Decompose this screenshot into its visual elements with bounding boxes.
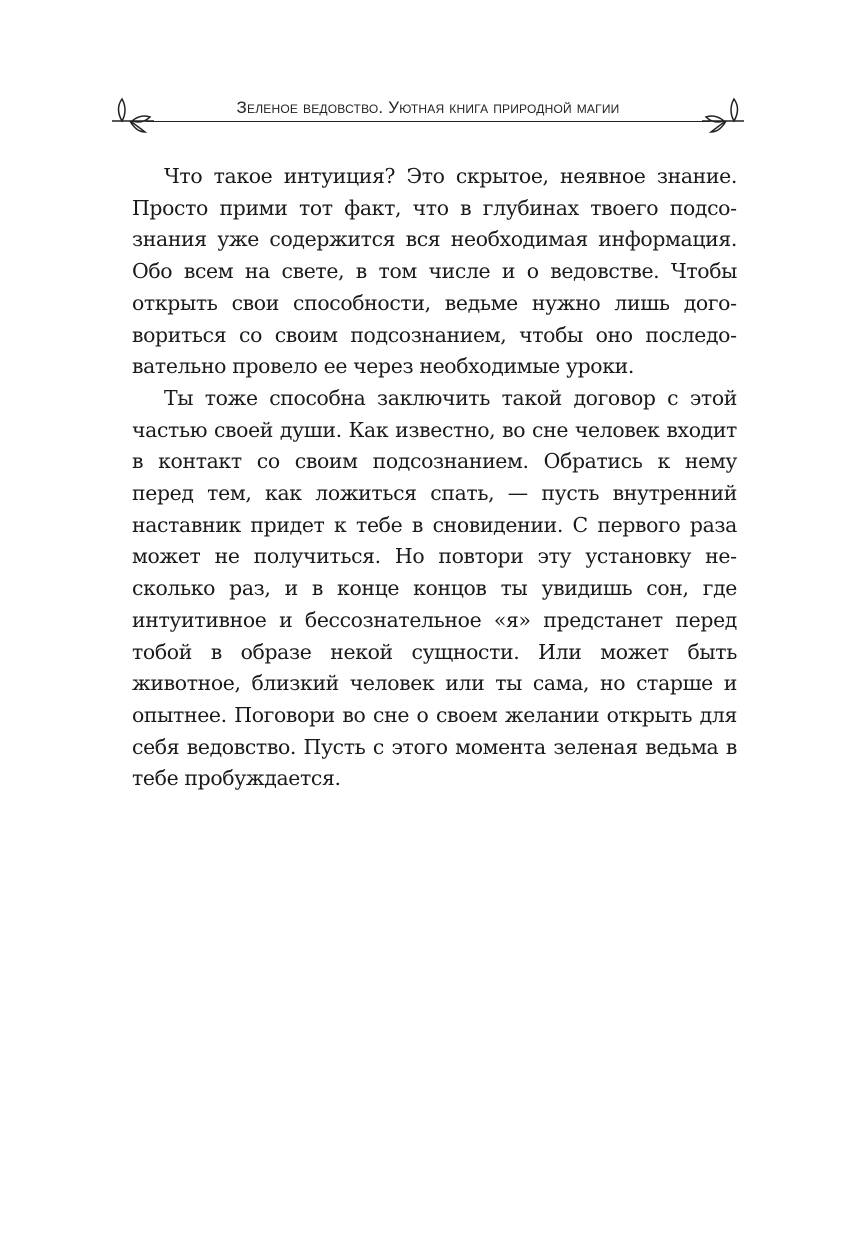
paragraph: Что такое интуиция? Это скрытое, неявное знание. Просто прими тот факт, что в глубинах твоего подсознания уже содержится вся необходимая информация. Обо всем на свете, в том числе и о ведовстве. Чтобы открыть свои способности, ведьме нужно лишь договориться со своим подсознанием, чтобы оно последовательно провело ее через необходимые уроки. [132, 164, 737, 379]
header-divider [146, 121, 710, 122]
paragraph: Ты тоже способна заключить такой договор с этой частью своей души. Как известно, во сне человек входит в контакт со своим подсознанием. Обратись к нему перед тем, как ложиться спать, — пусть внутренний наставник придет к тебе в сновидении. С первого раза может не получиться. Но повтори эту установку несколько раз, и в конце концов ты увидишь сон, где интуитивное и бессознательное «я» предстанет перед тобой в образе некой сущности. Или может быть животное, близкий человек или ты сама, но старше и опытнее. Поговори во сне о своем желании открыть для себя ведовство. Пусть с этого момента зеленая ведьма в тебе пробуждается. [132, 385, 737, 791]
running-header [108, 88, 748, 138]
leaf-branch-icon [702, 94, 748, 134]
running-header-title: Зеленое ведовство. Уютная книга природной магии [236, 98, 620, 117]
body-text [132, 161, 737, 795]
